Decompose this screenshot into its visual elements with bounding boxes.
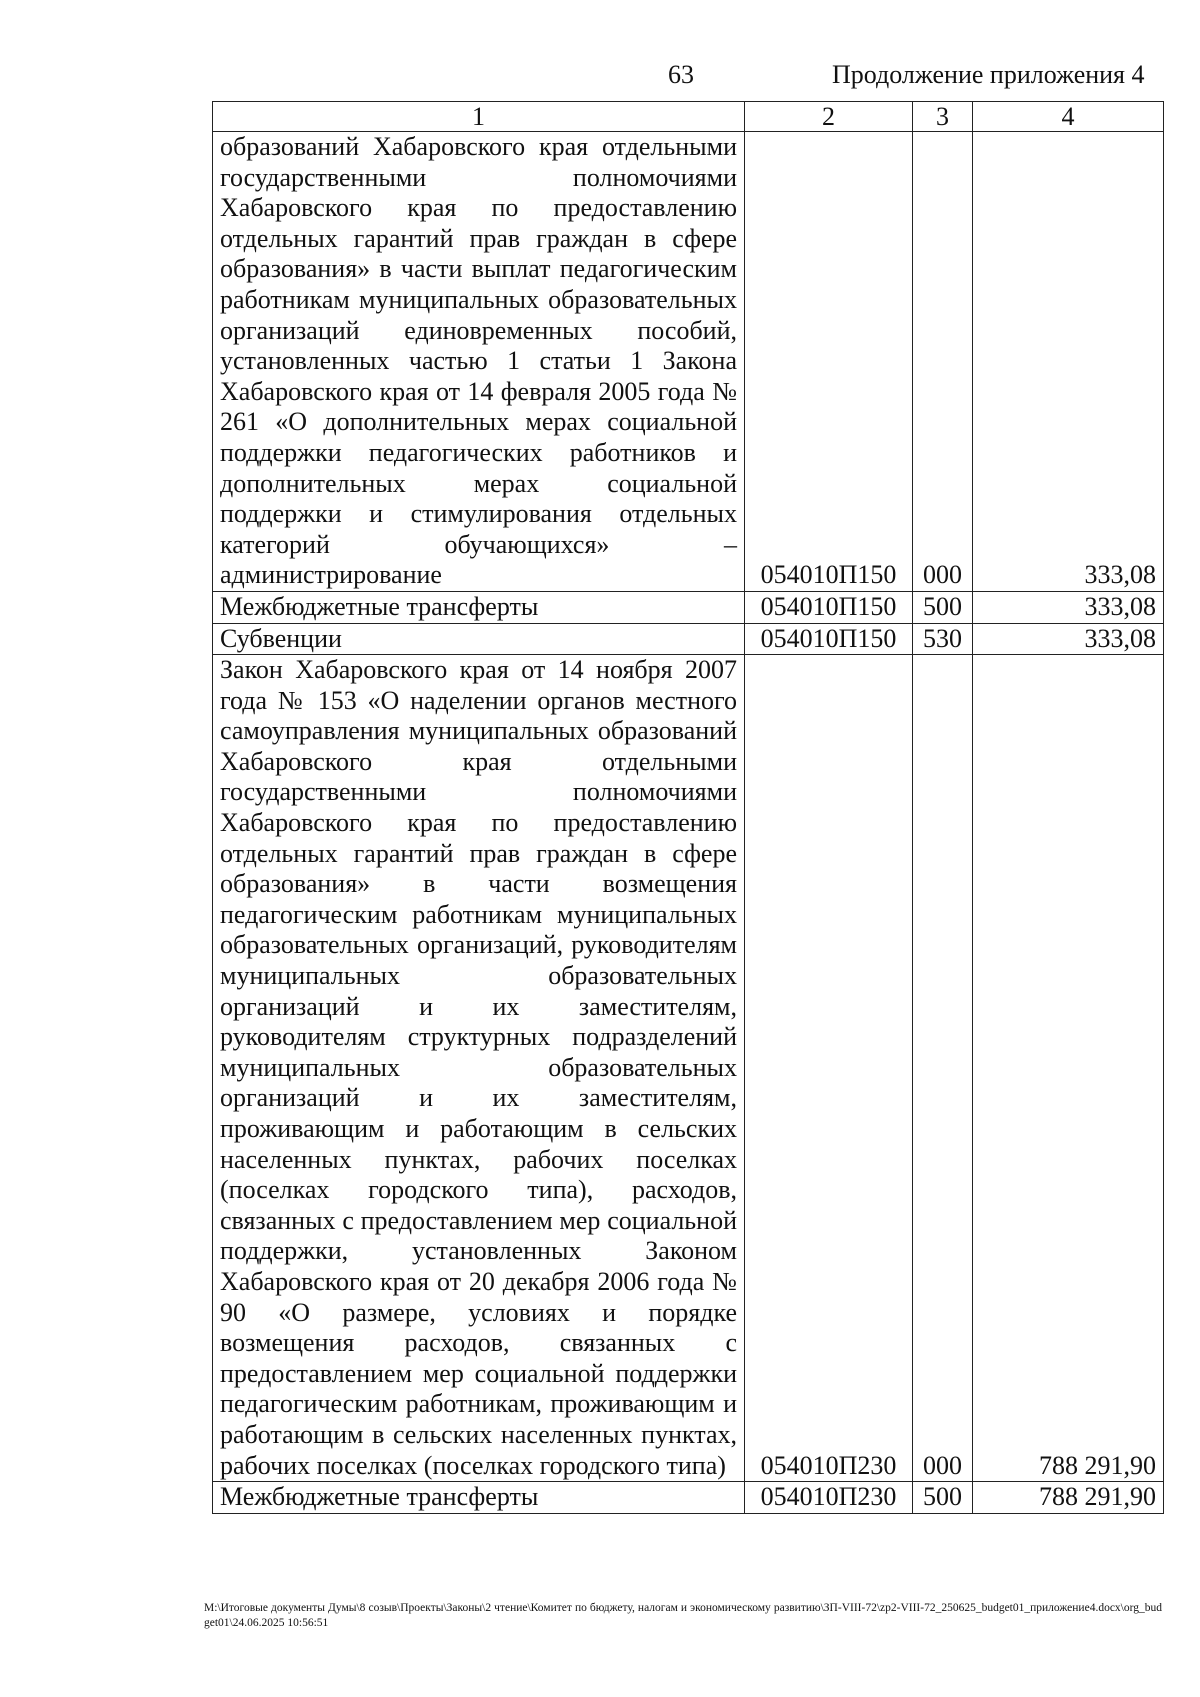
row-code: 054010П230 xyxy=(745,1482,913,1514)
column-header-3: 3 xyxy=(913,102,973,132)
row-type: 500 xyxy=(913,591,973,623)
row-amount: 788 291,90 xyxy=(973,1482,1164,1514)
row-name: Межбюджетные трансферты xyxy=(213,591,745,623)
table-row xyxy=(213,623,1164,655)
column-header-2: 2 xyxy=(745,102,913,132)
file-path-footer: M:\Итоговые документы Думы\8 созыв\Проекты\Законы\2 чтение\Комитет по бюджету, налогам и экономическому развитию\ЗП-VIII-72\zp2-VIII-72_250625_budget01_приложение4.docx\org_budget01\24.06.2025 10:56:51 xyxy=(204,1602,1162,1629)
budget-table xyxy=(212,101,1164,1514)
row-code: 054010П150 xyxy=(745,623,913,655)
row-code: 054010П150 xyxy=(745,591,913,623)
row-type: 000 xyxy=(913,655,973,1482)
table-row xyxy=(213,1482,1164,1514)
row-amount: 333,08 xyxy=(973,623,1164,655)
table-row xyxy=(213,132,1164,592)
page-number: 63 xyxy=(668,60,694,89)
column-header-4: 4 xyxy=(973,102,1164,132)
row-name: Закон Хабаровского края от 14 ноября 2007 года № 153 «О наделении органов местного самоуправления муниципальных образований Хабаровского края отдельными государственными полномочиями Хабаровского края по предоставлению отдельных гарантий прав граждан в сфере образования» в части возмещения педагогическим работникам муниципальных образовательных организаций, руководителям муниципальных образовательных организаций и их заместителям, руководителям структурных подразделений муниципальных образовательных организаций и их заместителям, проживающим и работающим в сельских населенных пунктах, рабочих поселках (поселках городского типа), расходов, связанных с предоставлением мер социальной поддержки, установленных Законом Хабаровского края от 20 декабря 2006 года № 90 «О размере, условиях и порядке возмещения расходов, связанных с предоставлением мер социальной поддержки педагогическим работникам, проживающим и работающим в сельских населенных пунктах, рабочих поселках (поселках городского типа) xyxy=(213,655,745,1482)
column-header-1: 1 xyxy=(213,102,745,132)
row-amount: 333,08 xyxy=(973,591,1164,623)
row-code: 054010П230 xyxy=(745,655,913,1482)
row-amount: 333,08 xyxy=(973,132,1164,592)
continuation-label: Продолжение приложения 4 xyxy=(832,60,1145,89)
row-type: 500 xyxy=(913,1482,973,1514)
table-row xyxy=(213,655,1164,1482)
row-name: образований Хабаровского края отдельными государственными полномочиями Хабаровского края по предоставлению отдельных гарантий прав граждан в сфере образования» в части выплат педагогическим работникам муниципальных образовательных организаций единовременных пособий, установленных частью 1 статьи 1 Закона Хабаровского края от 14 февраля 2005 года № 261 «О дополнительных мерах социальной поддержки педагогических работников и дополнительных мерах социальной поддержки и стимулирования отдельных категорий обучающихся» – администрирование xyxy=(213,132,745,592)
row-amount: 788 291,90 xyxy=(973,655,1164,1482)
table-header-row xyxy=(213,102,1164,132)
row-type: 000 xyxy=(913,132,973,592)
table-row xyxy=(213,591,1164,623)
row-type: 530 xyxy=(913,623,973,655)
row-code: 054010П150 xyxy=(745,132,913,592)
row-name: Субвенции xyxy=(213,623,745,655)
row-name: Межбюджетные трансферты xyxy=(213,1482,745,1514)
